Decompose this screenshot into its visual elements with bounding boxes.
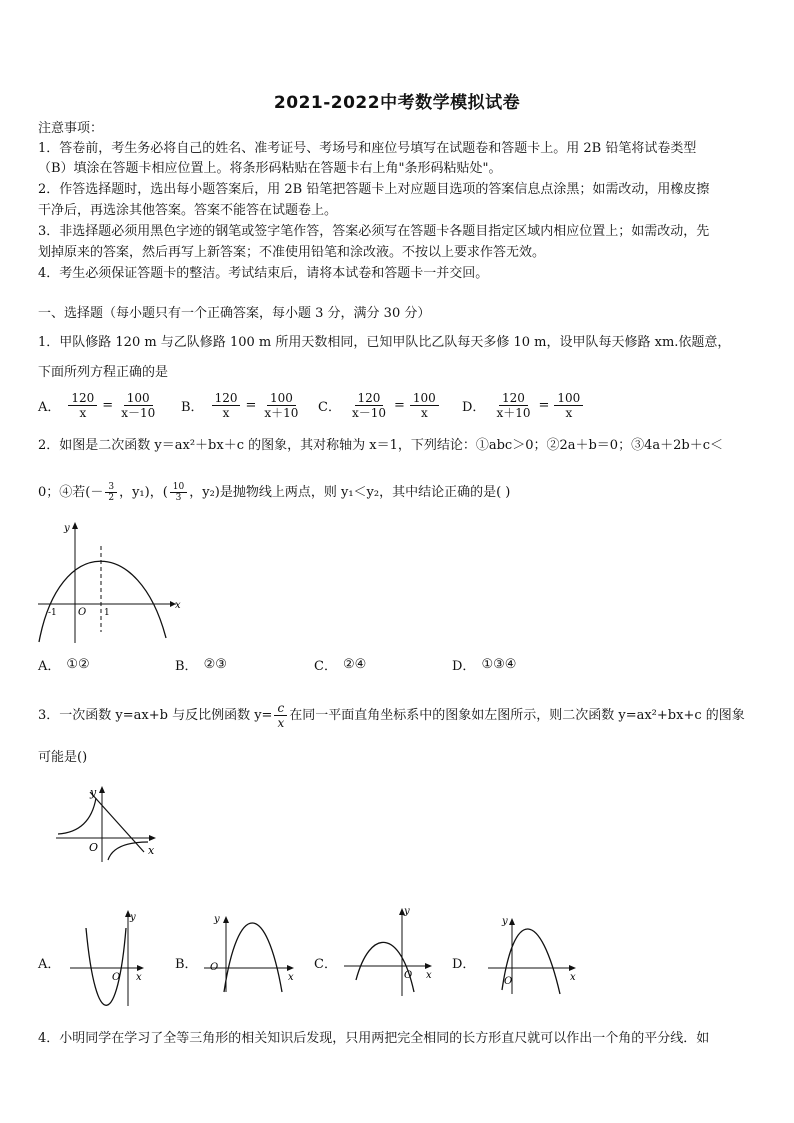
option-label: C． [314, 659, 337, 674]
equals-sign: = [102, 398, 114, 413]
q2-parabola-graph [34, 520, 184, 645]
option-text: ②③ [203, 657, 227, 672]
x-axis-label: x [570, 972, 576, 983]
origin-label: O [89, 841, 99, 854]
option-label: D． [462, 400, 486, 415]
question-2-text-line2 [38, 482, 510, 503]
fraction: $\frac{120}{x}$ [212, 391, 241, 420]
q2-option-d[interactable] [452, 655, 516, 674]
fraction: $\frac{100}{x}$ [410, 391, 439, 420]
notice-line: 3．非选择题必须用黑色字迹的钢笔或签字笔作答，答案必须写在答题卡各题目指定区域内相应位置上；如需改动，先 [38, 224, 710, 239]
origin-label: O [112, 972, 121, 983]
notice-heading: 注意事项： [38, 121, 104, 136]
text-fragment: 0；④若(－ [38, 484, 104, 500]
option-label: B． [175, 659, 198, 674]
x-axis-label: x [136, 972, 142, 983]
y-axis-label: y [502, 916, 508, 927]
y-axis-label: y [404, 906, 410, 917]
origin-label: O [78, 607, 87, 618]
option-label: B． [175, 957, 198, 972]
q2-option-b[interactable] [175, 655, 227, 674]
fraction: $\frac{3}{2}$ [105, 482, 117, 503]
fraction: $\frac{100}{x-10}$ [121, 391, 156, 420]
notice-line: 4．考生必须保证答题卡的整洁。考试结束后，请将本试卷和答题卡一并交回。 [38, 266, 489, 281]
option-label: D． [452, 659, 476, 674]
option-label: A． [38, 957, 61, 972]
q3-option-c[interactable] [314, 953, 343, 972]
q3-option-a[interactable] [38, 953, 66, 972]
section-heading: 一、选择题（每小题只有一个正确答案，每小题 3 分，满分 30 分） [38, 306, 431, 321]
question-3-text [38, 701, 745, 730]
fraction: $\frac{100}{x}$ [554, 391, 583, 420]
fraction: $\frac{c}{x}$ [274, 701, 287, 730]
q1-option-d[interactable] [462, 391, 585, 420]
question-2-text: 2．如图是二次函数 y＝ax²＋bx＋c 的图象，其对称轴为 x＝1，下列结论：①abc＞0；②2a＋b＝0；③4a＋2b＋c＜ [38, 438, 723, 453]
q3-option-c-graph[interactable] [340, 900, 440, 1000]
option-text: ①② [66, 657, 90, 672]
q3-option-d-graph[interactable] [484, 910, 584, 1000]
origin-label: O [404, 970, 413, 981]
q1-option-b[interactable] [181, 391, 303, 420]
x-axis-label: x [148, 844, 155, 857]
q2-option-a[interactable] [38, 655, 90, 674]
q1-option-a[interactable] [38, 391, 160, 420]
fraction: $\frac{120}{x+10}$ [496, 391, 531, 420]
notice-line: 划掉原来的答案，然后再写上新答案；不准使用铅笔和涂改液。不按以上要求作答无效。 [38, 245, 546, 260]
q3-reference-graph [52, 784, 162, 864]
y-axis-label: y [64, 523, 70, 534]
notice-line: （B）填涂在答题卡相应位置上。将条形码粘贴在答题卡右上角"条形码粘贴处"。 [38, 161, 502, 176]
fraction: $\frac{120}{x}$ [68, 391, 97, 420]
option-label: C． [314, 957, 337, 972]
option-text: ①③④ [481, 657, 517, 672]
option-label: A． [38, 659, 61, 674]
option-label: D． [452, 957, 476, 972]
q1-option-c[interactable] [318, 391, 441, 420]
option-label: A． [38, 400, 61, 415]
equals-sign: = [394, 398, 405, 413]
text-fragment: 3．一次函数 y=ax+b 与反比例函数 y= [38, 707, 273, 723]
q2-option-c[interactable] [314, 655, 366, 674]
fraction: $\frac{10}{3}$ [170, 482, 187, 503]
text-fragment: 在同一平面直角坐标系中的图象如左图所示，则二次函数 y=ax²+bx+c 的图象 [289, 707, 745, 723]
option-label: C． [318, 400, 341, 415]
question-3-text: 可能是() [38, 750, 88, 765]
y-axis-label: y [130, 912, 136, 923]
fraction: $\frac{100}{x+10}$ [264, 391, 299, 420]
option-label: B． [181, 400, 204, 415]
question-1-text: 1．甲队修路 120 m 与乙队修路 100 m 所用天数相同，已知甲队比乙队每天多修 10 m，设甲队每天修路 xm.依题意， [38, 335, 731, 350]
origin-label: O [210, 962, 219, 973]
option-text: ②④ [342, 657, 367, 672]
text-fragment: ，y₁)，( [119, 484, 168, 500]
y-axis-label: y [214, 914, 220, 925]
tick-label: -1 [48, 608, 57, 618]
tick-label: 1 [104, 608, 110, 618]
x-axis-label: x [288, 972, 294, 983]
text-fragment: ，y₂)是抛物线上两点，则 y₁＜y₂，其中结论正确的是( ) [189, 484, 511, 500]
equals-sign: = [538, 398, 550, 413]
equals-sign: = [245, 398, 257, 413]
notice-line: 1．答卷前，考生务必将自己的姓名、准考证号、考场号和座位号填写在试题卷和答题卡上。用 2B 铅笔将试卷类型 [38, 141, 697, 156]
notice-line: 干净后，再选涂其他答案。答案不能答在试题卷上。 [38, 203, 338, 218]
fraction: $\frac{120}{x-10}$ [351, 391, 386, 420]
page-title: 2021-2022中考数学模拟试卷 [273, 93, 521, 113]
x-axis-label: x [175, 600, 181, 611]
notice-line: 2．作答选择题时，选出每小题答案后，用 2B 铅笔把答题卡上对应题目选项的答案信息点涂黑；如需改动，用橡皮擦 [38, 182, 710, 197]
question-1-text: 下面所列方程正确的是 [38, 365, 169, 380]
q3-option-a-graph[interactable] [66, 906, 158, 1016]
y-axis-label: y [90, 786, 97, 799]
origin-label: O [504, 976, 513, 987]
x-axis-label: x [426, 970, 432, 981]
question-4-text: 4．小明同学在学习了全等三角形的相关知识后发现，只用两把完全相同的长方形直尺就可以作出一个角的平分线．如 [38, 1031, 710, 1046]
q3-option-d[interactable] [452, 953, 481, 972]
q3-option-b-graph[interactable] [200, 906, 300, 996]
